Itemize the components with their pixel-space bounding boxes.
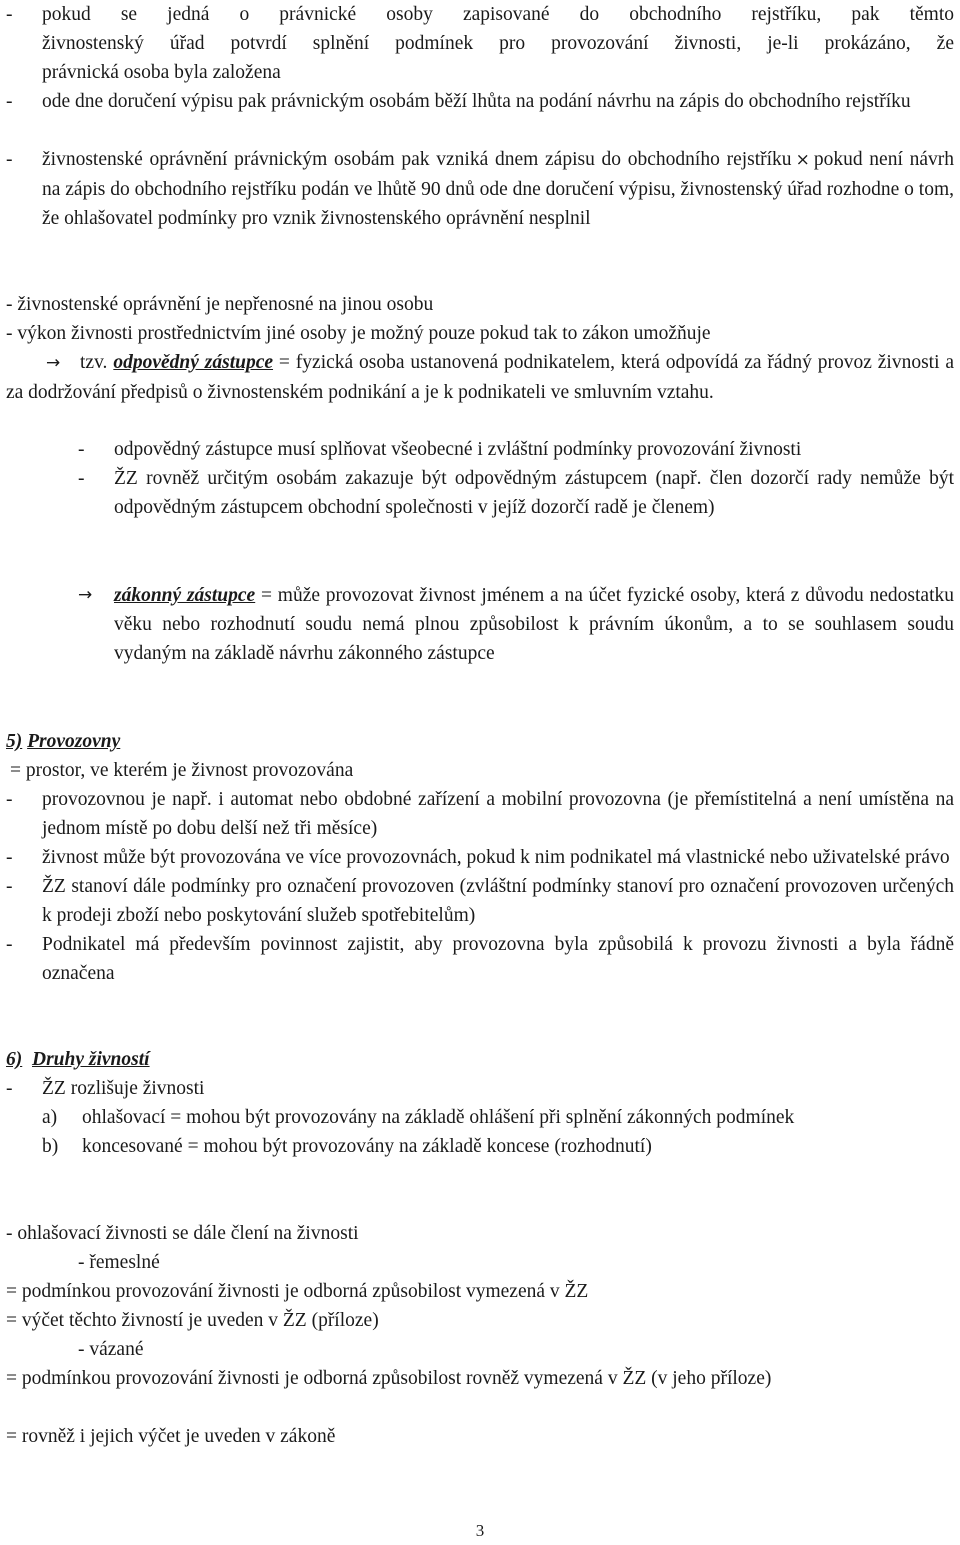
bullet-dash: - (6, 4, 13, 25)
bullet-text: provozovnou je např. i automat nebo obdobné zařízení a mobilní provozovna (je přemístitelná a není umístěna na jednom místě po dobu delší než tři měsíce) (42, 789, 954, 839)
bullet-pravnicke-osoby (6, 0, 954, 87)
bullet-vznik-opravneni (6, 145, 954, 233)
bullet-dash: - (78, 468, 85, 489)
bullet-dash: - (78, 439, 85, 460)
tzv-label: tzv. (80, 352, 108, 373)
bullet-line: živnostenský úřad potvrdí splnění podmínek pro provozování živnosti, je-li prokázáno, že (42, 33, 954, 54)
bullet-text: Podnikatel má především povinnost zajistit, aby provozovna byla způsobilá k provozu živnosti a byla řádně označena (42, 934, 954, 984)
section-title: Druhy živností (32, 1049, 150, 1070)
remeslne-def-1: = podmínkou provozování živnosti je odborná způsobilost vymezená v ŽZ (6, 1281, 589, 1302)
bullet-text: ŽZ stanoví dále podmínky pro označení provozoven (zvláštní podmínky stanoví pro označení provozoven určených k prodeji zboží nebo poskytování služeb spotřebitelům) (42, 876, 954, 926)
bullet-text: živnostenské oprávnění právnickým osobám pak vzniká dnem zápisu do obchodního rejstříku (42, 149, 792, 170)
bullet-text: pokud není návrh na zápis do obchodního rejstříku podán ve lhůtě 90 dnů ode dne doručení výpisu, živnostenský úřad rozhodne o tom, že ohlašovatel podmínky pro vznik živnostenského oprávnění nesplnil (42, 149, 954, 229)
page-number: 3 (475, 1521, 485, 1540)
section-number: 6) (6, 1049, 23, 1070)
vazane-def-1: = podmínkou provozování živnosti je odborná způsobilost rovněž vymezená v ŽZ (v jeho příloze) (6, 1368, 772, 1389)
section-number: 5) (6, 731, 23, 752)
bullet-dash: - (6, 876, 13, 897)
list-provozovny (6, 785, 954, 988)
bullet-lhuta (6, 87, 954, 116)
bullet-text: živnost může být provozována ve více provozovnách, pokud k nim podnikatel má vlastnické nebo uživatelské právo (42, 847, 950, 868)
times-icon: × (795, 150, 810, 170)
bullet-line: pokud se jedná o právnické osoby zapisované do obchodního rejstříku, pak těmto (42, 4, 954, 25)
bullet-dash: - (6, 847, 13, 868)
list-odpovedny-zastupce (78, 435, 954, 522)
item-label: b) (42, 1136, 59, 1157)
remeslne-label: - řemeslné (78, 1252, 160, 1273)
bullet-dash: - (6, 91, 13, 112)
bullet-dash: - (6, 789, 13, 810)
bullet-text: ŽZ rovněž určitým osobám zakazuje být odpovědným zástupcem (např. člen dozorčí rady nemůže být odpovědným zástupcem obchodní společnosti v jejíž dozorčí radě je členem) (114, 468, 954, 518)
bullet-dash: - (6, 149, 13, 170)
bullet-text: ŽZ rozlišuje živnosti (42, 1078, 205, 1099)
section-6-heading (6, 1045, 954, 1074)
paragraph-zakonny-zastupce (78, 581, 954, 668)
line-vykon-zivnosti: - výkon živnosti prostřednictvím jiné osoby je možný pouze pokud tak to zákon umožňuje (6, 323, 711, 344)
item-label: a) (42, 1107, 58, 1128)
vazane-def-2: = rovněž i jejich výčet je uveden v zákoně (6, 1426, 336, 1447)
bullet-text: odpovědný zástupce musí splňovat všeobecné i zvláštní podmínky provozování živnosti (114, 439, 802, 460)
section-title: Provozovny (27, 731, 121, 752)
bullet-text: ode dne doručení výpisu pak právnickým osobám běží lhůta na podání návrhu na zápis do obchodního rejstříku (42, 91, 911, 112)
paragraph-odpovedny-zastupce (6, 348, 954, 407)
term-odpovedny-zastupce: odpovědný zástupce (113, 352, 274, 373)
list-druhy-zivnosti (6, 1074, 954, 1161)
arrow-right-icon: → (78, 585, 93, 605)
item-text: koncesované = mohou být provozovány na základě koncese (rozhodnutí) (82, 1136, 652, 1157)
vazane-label: - vázané (78, 1339, 144, 1360)
definition-text: = fyzická osoba ustanovená podnikatelem, která odpovídá za řádný provoz živnosti a za dodržování předpisů o živnostenském podnikání a je k podnikateli ve smluvním vztahu. (6, 352, 955, 403)
line-neprenosne: - živnostenské oprávnění je nepřenosné na jinou osobu (6, 294, 434, 315)
term-zakonny-zastupce: zákonný zástupce (114, 585, 256, 606)
section-5-definition: = prostor, ve kterém je živnost provozována (10, 760, 354, 781)
remeslne-def-2: = výčet těchto živností je uveden v ŽZ (příloze) (6, 1310, 379, 1331)
section-5-heading (6, 727, 954, 756)
definition-text: = může provozovat živnost jménem a na účet fyzické osoby, která z důvodu nedostatku věku nebo rozhodnutí soudu nemá plnou způsobilost k právním úkonům, a to se souhlasem soudu vydaným na základě návrhu zákonného zástupce (114, 585, 955, 664)
bullet-dash: - (6, 1078, 13, 1099)
item-text: ohlašovací = mohou být provozovány na základě ohlášení při splnění zákonných podmínek (82, 1107, 795, 1128)
arrow-right-icon: → (46, 353, 61, 373)
ohlasovaci-heading: - ohlašovací živnosti se dále člení na živnosti (6, 1223, 359, 1244)
bullet-dash: - (6, 934, 13, 955)
bullet-line: právnická osoba byla založena (42, 62, 281, 83)
